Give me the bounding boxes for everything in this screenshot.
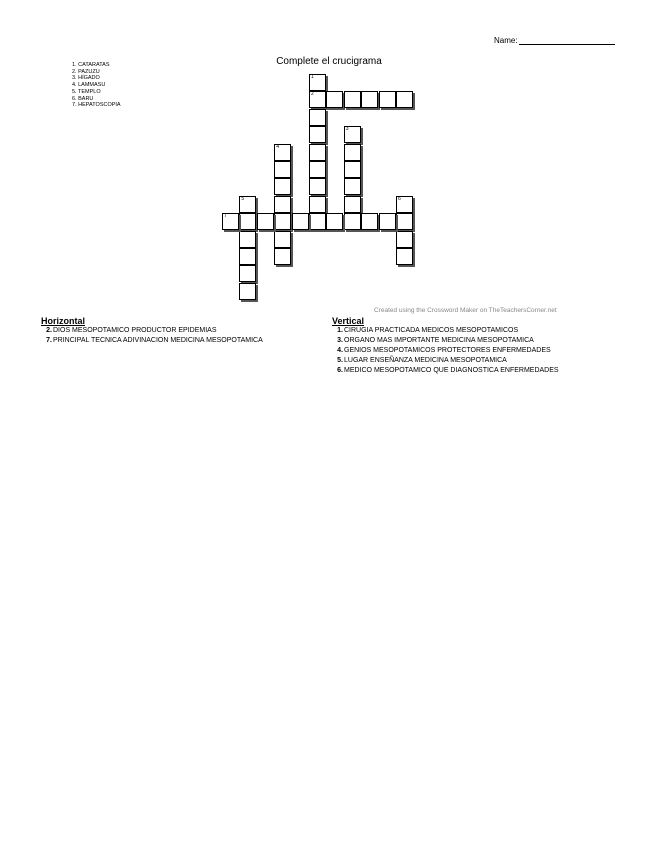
clue-item — [41, 326, 263, 336]
crossword-cell[interactable] — [361, 213, 378, 230]
word-bank — [72, 62, 121, 109]
crossword-cell[interactable] — [344, 144, 361, 161]
crossword-cell[interactable] — [274, 213, 291, 230]
crossword-cell[interactable] — [274, 196, 291, 213]
clue-text: ORGANO MAS IMPORTANTE MEDICINA MESOPOTAMICA — [344, 337, 534, 344]
crossword-cell[interactable] — [239, 265, 256, 282]
clue-number: 2. — [46, 327, 52, 334]
clue-text: LUGAR ENSEÑANZA MEDICINA MESOPOTAMICA — [344, 357, 507, 364]
clue-number-label: 2 — [311, 91, 314, 98]
crossword-cell[interactable] — [344, 178, 361, 195]
crossword-cell[interactable] — [326, 91, 343, 108]
clue-number-label: 4 — [276, 143, 279, 150]
crossword-cell[interactable] — [344, 213, 361, 230]
crossword-cell[interactable] — [239, 231, 256, 248]
crossword-cell[interactable] — [361, 91, 378, 108]
clue-text: PRINCIPAL TECNICA ADIVINACION MEDICINA MESOPOTAMICA — [53, 337, 263, 344]
clue-text: DIOS MESOPOTAMICO PRODUCTOR EPIDEMIAS — [53, 327, 217, 334]
crossword-cell[interactable] — [326, 213, 343, 230]
crossword-cell[interactable] — [274, 231, 291, 248]
clue-item — [332, 346, 559, 356]
crossword-cell[interactable] — [274, 248, 291, 265]
crossword-cell[interactable] — [396, 248, 413, 265]
clue-item — [332, 366, 559, 376]
word-bank-item: 4. LAMMASU — [72, 82, 106, 89]
word-bank-item: 1. CATARATAS — [72, 62, 110, 68]
crossword-cell[interactable] — [309, 178, 326, 195]
clue-item — [41, 336, 263, 346]
crossword-cell[interactable] — [222, 213, 239, 230]
clue-number: 1. — [337, 327, 343, 334]
crossword-cell[interactable] — [309, 109, 326, 126]
crossword-cell[interactable] — [309, 91, 326, 108]
clue-text: CIRUGIA PRACTICADA MEDICOS MESOPOTAMICOS — [344, 327, 519, 334]
clue-number-label: 5 — [241, 195, 245, 202]
vertical-clues — [332, 326, 559, 376]
crossword-cell[interactable] — [309, 196, 326, 213]
clue-item — [332, 336, 559, 346]
crossword-cell[interactable] — [396, 213, 413, 230]
clue-number-label: 1 — [311, 74, 314, 80]
crossword-cell[interactable] — [239, 213, 256, 230]
crossword-cell[interactable] — [309, 161, 326, 178]
crossword-cell[interactable] — [379, 91, 396, 108]
word-bank-item: 5. TEMPLO — [72, 88, 101, 95]
name-label: Name: — [494, 36, 518, 45]
crossword-cell[interactable] — [239, 248, 256, 265]
clue-number: 4. — [337, 347, 343, 354]
word-bank-item: 6. BARU — [72, 95, 94, 102]
crossword-cell[interactable] — [239, 283, 256, 300]
crossword-cell[interactable] — [239, 196, 256, 213]
crossword-cell[interactable] — [274, 161, 291, 178]
clue-item — [332, 326, 559, 336]
clue-text: MEDICO MESOPOTAMICO QUE DIAGNOSTICA ENFERMEDADES — [344, 367, 559, 374]
clue-text: GENIOS MESOPOTAMICOS PROTECTORES ENFERMEDADES — [344, 347, 551, 354]
word-bank-item: 3. HÍGADO — [72, 75, 100, 82]
clue-number: 5. — [337, 357, 343, 364]
crossword-cell[interactable] — [396, 91, 413, 108]
vertical-heading: Vertical — [332, 316, 365, 326]
credit-line: Created using the Crossword Maker on TheTeachersCorner.net — [374, 307, 557, 314]
clue-number-label: 3 — [345, 126, 349, 133]
crossword-cell[interactable] — [344, 196, 361, 213]
crossword-cell[interactable] — [396, 196, 413, 213]
crossword-cell[interactable] — [344, 91, 361, 108]
clue-number: 6. — [337, 367, 343, 374]
name-line[interactable] — [519, 44, 615, 45]
word-bank-item: 7. HEPATOSCOPIA — [72, 102, 121, 109]
crossword-cell[interactable] — [257, 213, 274, 230]
crossword-cell[interactable] — [274, 144, 291, 161]
clue-number-label: 7 — [224, 213, 227, 220]
crossword-cell[interactable] — [344, 161, 361, 178]
crossword-cell[interactable] — [379, 213, 396, 230]
crossword-cell[interactable] — [309, 126, 326, 143]
clue-item — [332, 356, 559, 366]
page-title: Complete el crucigrama — [276, 56, 382, 67]
crossword-cell[interactable] — [344, 126, 361, 143]
horizontal-heading: Horizontal — [41, 316, 85, 326]
crossword-cell[interactable] — [309, 74, 326, 91]
crossword-cell[interactable] — [292, 213, 309, 230]
crossword-cell[interactable] — [309, 213, 326, 230]
clue-number-label: 6 — [398, 195, 401, 202]
clue-number: 3. — [337, 337, 343, 344]
clue-number: 7. — [46, 337, 52, 344]
horizontal-clues — [41, 326, 263, 346]
word-bank-item: 2. PAZUZU — [72, 68, 100, 75]
crossword-cell[interactable] — [396, 231, 413, 248]
crossword-cell[interactable] — [274, 178, 291, 195]
crossword-cell[interactable] — [309, 144, 326, 161]
